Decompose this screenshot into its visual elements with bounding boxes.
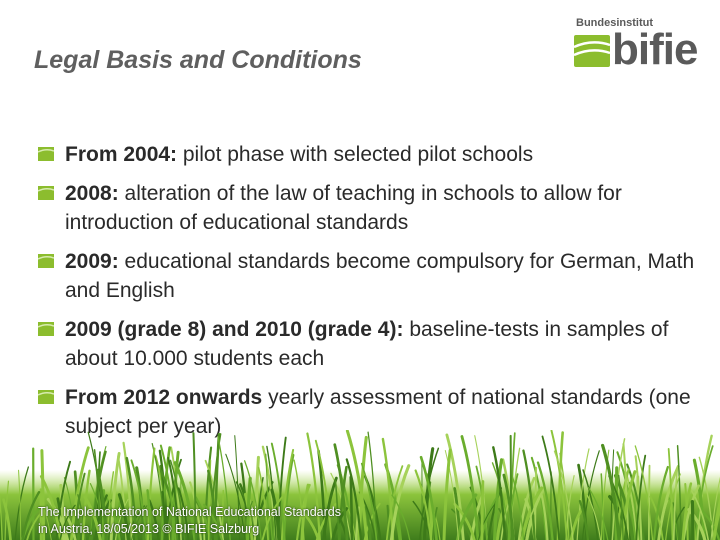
bullet-item (38, 179, 698, 237)
footer-line-1: The Implementation of National Educational Standards (38, 505, 341, 519)
logo-swoosh-icon (572, 33, 612, 71)
bullet-bold: 2008: (65, 182, 119, 205)
grass-blade (482, 482, 483, 540)
bullet-bold: 2009: (65, 250, 119, 273)
square-bullet-icon (38, 322, 54, 336)
bullet-text: yearly assessment of national standards (one subject per year) (65, 386, 691, 438)
bullet-bold: From 2012 onwards (65, 386, 263, 409)
grass-blade (649, 466, 650, 540)
footer-line-2: in Austria, 18/05/2013 © BIFIE Salzburg (38, 522, 260, 536)
footer (38, 504, 341, 538)
square-bullet-icon (38, 390, 54, 404)
square-bullet-icon (38, 186, 54, 200)
bullet-text: baseline-tests in samples of about 10.000 students each (65, 318, 669, 370)
bullet-bold: 2009 (grade 8) and 2010 (grade 4): (65, 318, 404, 341)
logo-word: bifie (612, 25, 698, 74)
bullet-item (38, 247, 698, 305)
bullet-text: alteration of the law of teaching in schools to allow for introduction of educational standards (65, 182, 622, 234)
bullet-text: educational standards become compulsory for German, Math and English (65, 250, 695, 302)
square-bullet-icon (38, 147, 54, 161)
bullet-text: pilot phase with selected pilot schools (177, 143, 534, 166)
bullet-bold: From 2004: (65, 143, 178, 166)
grass-blade (692, 502, 693, 540)
bullet-item (38, 140, 698, 169)
bifie-logo (572, 16, 707, 76)
logo-top-text: Bundesinstitut (576, 17, 653, 29)
slide-title: Legal Basis and Conditions (34, 46, 362, 74)
bullet-item (38, 315, 698, 373)
square-bullet-icon (38, 254, 54, 268)
grass-blade (351, 477, 352, 540)
bullet-list (38, 140, 698, 451)
